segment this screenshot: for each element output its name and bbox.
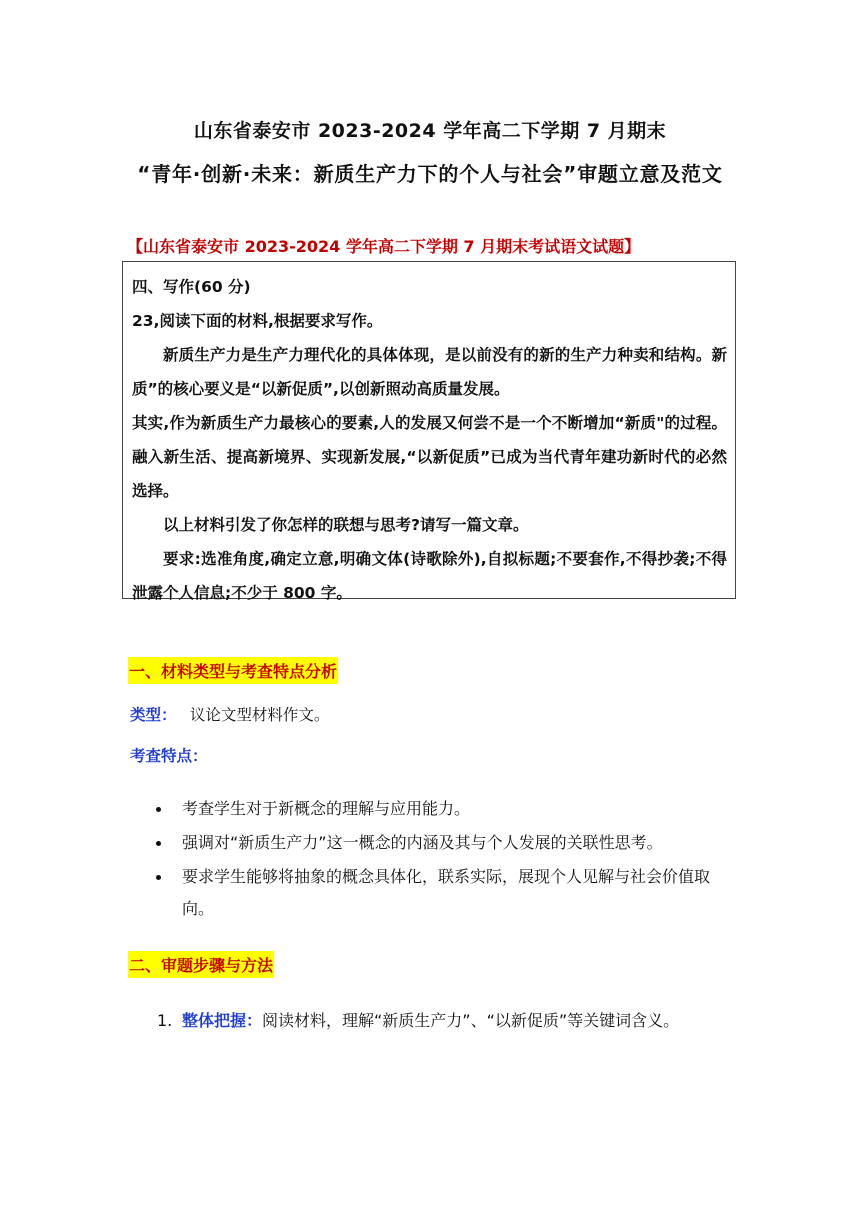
exam-source-heading: 【山东省泰安市 2023-2024 学年高二下学期 7 月期末考试语文试题】 bbox=[127, 237, 641, 256]
prompt-paragraph-2: 其实,作为新质生产力最核心的要素,人的发展又何尝不是一个不断增加“新质"的过程。融入新生活、提高新境界、实现新发展,“以新促质”已成为当代青年建功新时代的必然选择。 bbox=[132, 414, 727, 500]
features-line bbox=[130, 744, 208, 766]
section2-heading: 二、审题步骤与方法 bbox=[128, 951, 274, 978]
prompt-requirements: 要求:选准角度,确定立意,明确文体(诗歌除外),自拟标题;不要套作,不得抄袭;不得泄露个人信息;不少于 800 字。 bbox=[132, 550, 727, 602]
document-title: 山东省泰安市 2023-2024 学年高二下学期 7 月期末 bbox=[193, 120, 667, 142]
features-label: 考查特点： bbox=[130, 747, 208, 765]
writing-prompt-box bbox=[122, 261, 736, 602]
features-list bbox=[150, 793, 740, 927]
bullet-icon bbox=[156, 841, 161, 846]
prompt-paragraph-3: 以上材料引发了你怎样的联想与思考?请写一篇文章。 bbox=[163, 516, 529, 534]
list-item: 强调对“新质生产力”这一概念的内涵及其与个人发展的关联性思考。 bbox=[150, 827, 740, 859]
list-item: 要求学生能够将抽象的概念具体化，联系实际，展现个人见解与社会价值取向。 bbox=[150, 861, 740, 925]
type-line bbox=[130, 703, 329, 725]
type-label: 类型： bbox=[130, 706, 177, 724]
bullet-icon bbox=[156, 807, 161, 812]
bullet-icon bbox=[156, 875, 161, 880]
step-item bbox=[157, 1005, 737, 1037]
prompt-section-title: 四、写作(60 分) bbox=[132, 278, 251, 296]
document-subtitle: “青年·创新·未来：新质生产力下的个人与社会”审题立意及范文 bbox=[137, 162, 723, 186]
section1-heading: 一、材料类型与考查特点分析 bbox=[128, 657, 338, 684]
prompt-paragraph-1: 新质生产力是生产力理代化的具体体现，是以前没有的新的生产力种卖和结构。新质”的核心要义是“以新促质”,以创新照动高质量发展。 bbox=[132, 346, 727, 398]
step-number: 1. bbox=[157, 1011, 173, 1030]
step-body bbox=[157, 1005, 737, 1037]
prompt-question: 23,阅读下面的材料,根据要求写作。 bbox=[132, 312, 383, 330]
step-label: 整体把握： bbox=[182, 1011, 263, 1030]
type-value: 议论文型材料作文。 bbox=[189, 706, 330, 724]
list-item: 考查学生对于新概念的理解与应用能力。 bbox=[150, 793, 740, 825]
step-text: 阅读材料，理解“新质生产力”、“以新促质”等关键词含义。 bbox=[262, 1011, 680, 1030]
